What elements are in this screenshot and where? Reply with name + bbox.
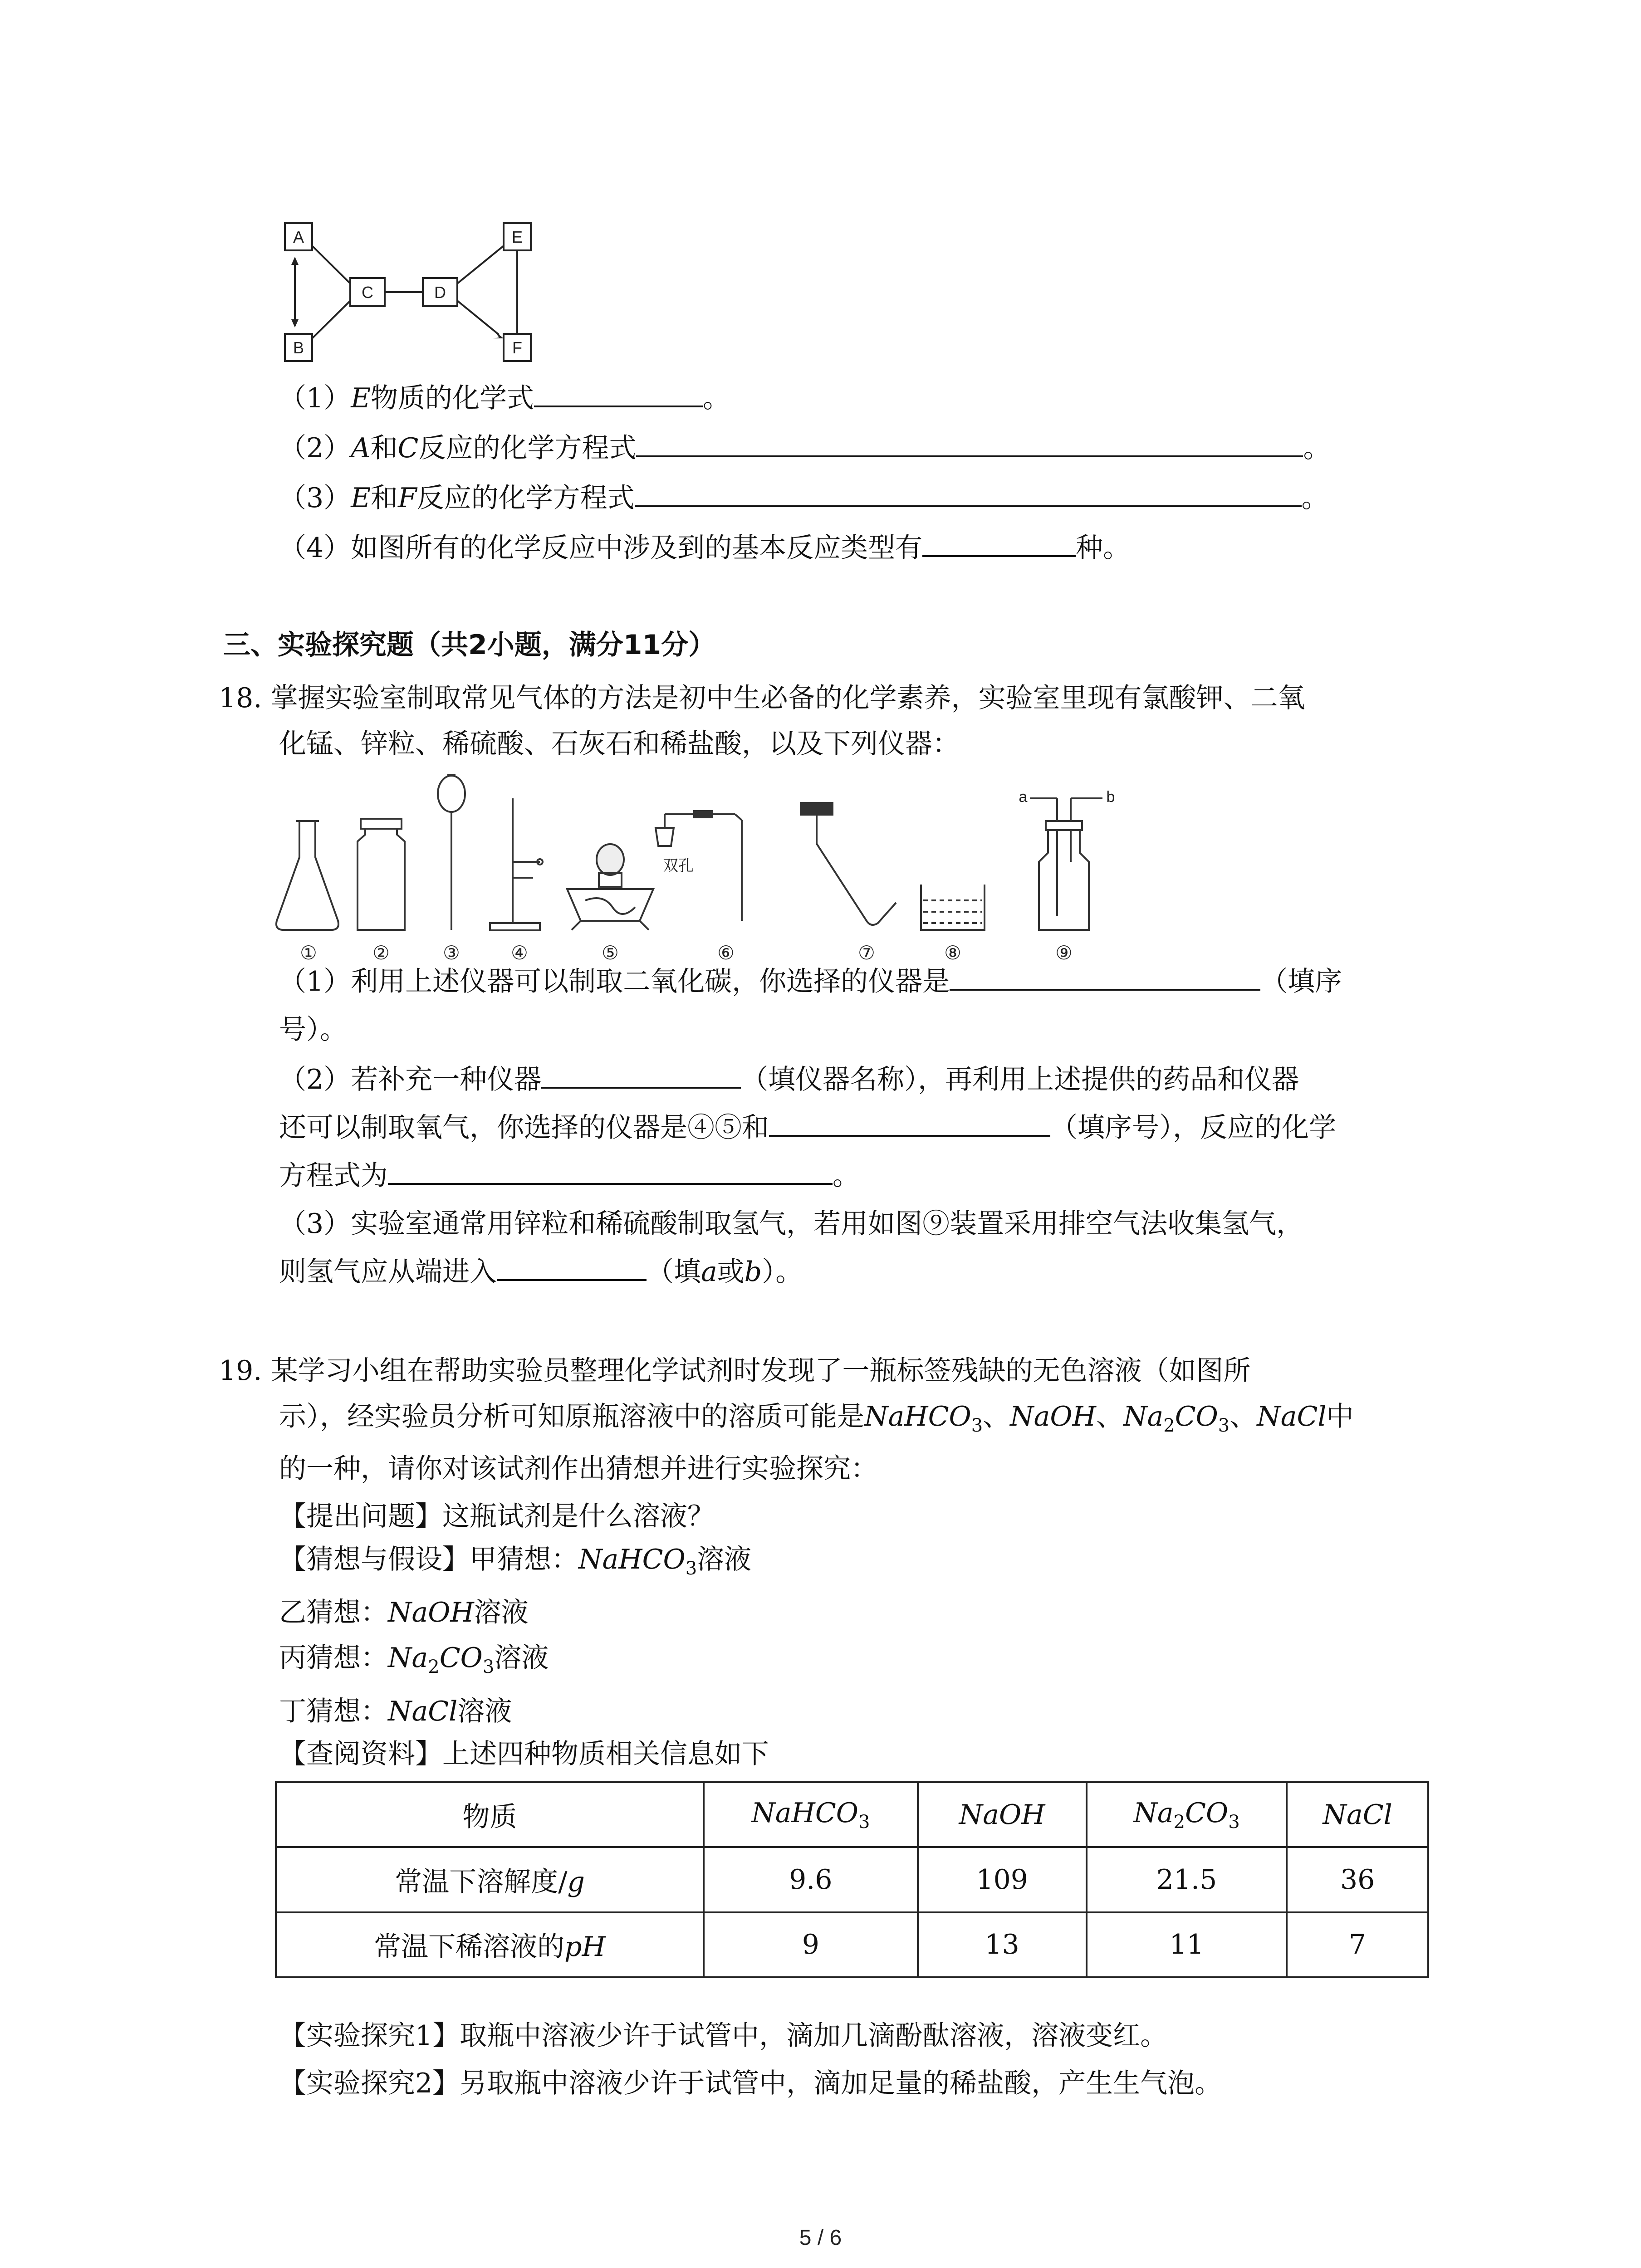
question-number: 18.	[219, 682, 262, 714]
question-text: （填序号），反应的化学	[1050, 1112, 1336, 1144]
q18-apparatus-figure	[268, 771, 1175, 971]
part-number: （4）	[279, 532, 351, 564]
punctuation: 。	[703, 382, 730, 414]
q18-part-1-line-2: 号）。	[279, 1014, 347, 1046]
q17-relation-diagram	[272, 218, 554, 372]
page-number: 5 / 6	[799, 2226, 842, 2250]
punctuation: 。	[1301, 482, 1329, 514]
table-header-cell: NaCl	[1287, 1782, 1428, 1847]
variable-a: A	[351, 432, 371, 464]
question-text: 溶液	[697, 1544, 752, 1575]
question-text: （2）若补充一种仪器	[279, 1064, 542, 1095]
q19-guess-bing	[279, 1640, 549, 1685]
q19-reference-heading: 【查阅资料】上述四种物质相关信息如下	[279, 1738, 769, 1770]
subscript: 2	[1163, 1415, 1175, 1436]
answer-blank[interactable]	[635, 480, 1302, 507]
part-number: （2）	[279, 432, 351, 464]
q18-part-2-line-1	[279, 1061, 1299, 1098]
q19-stem-line-3: 的一种，请你对该试剂作出猜想并进行实验探究：	[279, 1453, 878, 1485]
table-row-label: 常温下溶解度/g	[276, 1847, 704, 1912]
punctuation: 种。	[1076, 532, 1131, 564]
formula-na2co3: CO	[1175, 1401, 1218, 1432]
apparatus-label-8: ⑧	[944, 942, 961, 964]
node-label-c: C	[362, 283, 373, 302]
formula-nahco3: NaHCO	[578, 1544, 686, 1575]
formula-na2co3: Na	[388, 1642, 428, 1674]
table-header-row	[276, 1782, 1428, 1847]
node-label-f: F	[512, 338, 522, 357]
question-text: 反应的化学方程式	[416, 482, 635, 514]
table-cell: 21.5	[1087, 1847, 1287, 1912]
q19-problem: 【提出问题】这瓶试剂是什么溶液？	[279, 1501, 715, 1532]
question-text: 某学习小组在帮助实验员整理化学试剂时发现了一瓶标签残缺的无色溶液（如图所	[270, 1355, 1251, 1387]
separator: 、	[983, 1401, 1010, 1432]
question-text: （填仪器名称），再利用上述提供的药品和仪器	[741, 1064, 1299, 1095]
shuangkong-label: 双孔	[663, 857, 694, 875]
table-cell: 7	[1287, 1912, 1428, 1977]
question-text: 则氢气应从端进入	[279, 1256, 497, 1288]
answer-blank[interactable]	[922, 530, 1076, 557]
q18-part-2-line-2	[279, 1110, 1336, 1146]
variable-f: F	[398, 482, 417, 514]
apparatus-label-5: ⑤	[602, 942, 619, 964]
question-text: （填序	[1260, 966, 1342, 997]
q19-guess-yi	[279, 1594, 529, 1631]
apparatus-label-7: ⑦	[858, 942, 875, 964]
subscript: 3	[971, 1415, 983, 1436]
variable-c: C	[397, 432, 419, 464]
formula-nahco3: NaHCO	[864, 1401, 971, 1432]
q17-part-3	[279, 480, 1329, 516]
q19-stem-line-2	[279, 1398, 1354, 1444]
q18-part-3-line-2	[279, 1254, 803, 1290]
question-text: 掌握实验室制取常见气体的方法是初中生必备的化学素养，实验室里现有氯酸钾、二氧	[270, 682, 1305, 714]
question-text: 溶液	[474, 1597, 529, 1628]
q19-stem-line-1	[219, 1353, 1251, 1389]
punctuation: ）。	[762, 1256, 803, 1288]
q18-part-1-line-1	[279, 963, 1342, 1000]
q17-part-2	[279, 430, 1330, 466]
part-number: （3）	[279, 482, 351, 514]
question-text: 溶液	[494, 1642, 549, 1674]
part-number: （1）	[279, 382, 351, 414]
table-cell: 9.6	[704, 1847, 918, 1912]
apparatus-label-1: ①	[300, 942, 317, 964]
question-text: 溶液	[457, 1696, 512, 1727]
apparatus-label-9: ⑨	[1055, 942, 1073, 964]
conjunction: 和	[370, 432, 398, 464]
subscript: 2	[428, 1657, 440, 1677]
formula-naoh: NaOH	[1010, 1401, 1096, 1432]
answer-blank[interactable]	[769, 1110, 1050, 1137]
apparatus-label-3: ③	[443, 942, 460, 964]
formula-nacl: NaCl	[388, 1696, 458, 1727]
node-label-d: D	[434, 283, 446, 302]
answer-blank[interactable]	[541, 1061, 741, 1089]
table-cell: 13	[918, 1912, 1087, 1977]
node-label-a: A	[293, 228, 304, 246]
q19-guess-jia	[279, 1541, 751, 1587]
port-b-label: b	[1106, 788, 1115, 806]
table-row-label: 常温下稀溶液的pH	[276, 1912, 704, 1977]
q19-experiment-2: 【实验探究2】另取瓶中溶液少许于试管中，滴加足量的稀盐酸，产生生气泡。	[279, 2068, 1222, 2099]
question-text: （1）利用上述仪器可以制取二氧化碳，你选择的仪器是	[279, 966, 950, 997]
option-a: a	[701, 1256, 717, 1288]
table-header-cell: 物质	[276, 1782, 704, 1847]
separator: 、	[1096, 1401, 1123, 1432]
variable-e: E	[351, 382, 371, 414]
answer-blank[interactable]	[497, 1254, 647, 1281]
question-text: 示），经实验员分析可知原瓶溶液中的溶质可能是	[279, 1401, 864, 1432]
punctuation: 。	[1303, 432, 1331, 464]
table-row	[276, 1912, 1428, 1977]
answer-blank[interactable]	[950, 963, 1260, 991]
question-text: 丁猜想：	[279, 1696, 388, 1727]
question-text: 丙猜想：	[279, 1642, 388, 1674]
question-text: （填	[647, 1256, 701, 1288]
q19-experiment-1: 【实验探究1】取瓶中溶液少许于试管中，滴加几滴酚酞溶液，溶液变红。	[279, 2020, 1168, 2052]
formula-na2co3: Na	[1123, 1401, 1164, 1432]
formula-naoh: NaOH	[388, 1597, 474, 1628]
question-text: 或	[717, 1256, 745, 1288]
subscript: 3	[482, 1657, 495, 1677]
question-text: 反应的化学方程式	[418, 432, 637, 464]
table-header-cell: NaOH	[918, 1782, 1087, 1847]
node-label-e: E	[511, 228, 523, 246]
apparatus-label-4: ④	[511, 942, 528, 964]
answer-blank[interactable]	[534, 380, 703, 407]
apparatus-label-2: ②	[372, 942, 390, 964]
answer-blank[interactable]	[636, 430, 1303, 457]
node-label-b: B	[293, 338, 304, 357]
q17-part-1	[279, 380, 730, 416]
separator: 、	[1230, 1401, 1257, 1432]
question-text: 如图所有的化学反应中涉及到的基本反应类型有	[351, 532, 923, 564]
table-cell: 11	[1087, 1912, 1287, 1977]
table-header-cell: NaHCO$_3$	[704, 1782, 918, 1847]
table-cell: 109	[918, 1847, 1087, 1912]
q17-part-4	[279, 530, 1130, 566]
section-title: 三、实验探究题（共2小题，满分11分）	[223, 629, 716, 661]
formula-nacl: NaCl	[1257, 1401, 1327, 1432]
question-text: 物质的化学式	[371, 382, 534, 414]
punctuation: 。	[833, 1160, 860, 1192]
table-header-cell: $Na_2CO_3$	[1087, 1782, 1287, 1847]
answer-blank[interactable]	[388, 1158, 833, 1185]
subscript: 3	[1218, 1415, 1230, 1436]
apparatus-label-6: ⑥	[717, 942, 735, 964]
formula-na2co3: CO	[439, 1642, 483, 1674]
question-text: 乙猜想：	[279, 1597, 388, 1628]
substance-info-table	[275, 1781, 1429, 1978]
question-text: 中	[1326, 1401, 1354, 1432]
q18-part-3-line-1: （3）实验室通常用锌粒和稀硫酸制取氢气，若用如图⑨装置采用排空气法收集氢气，	[279, 1208, 1304, 1240]
subscript: 3	[685, 1558, 697, 1579]
q18-stem-line-1	[219, 680, 1305, 716]
q18-stem-line-2: 化锰、锌粒、稀硫酸、石灰石和稀盐酸，以及下列仪器：	[279, 728, 960, 760]
conjunction: 和	[371, 482, 398, 514]
question-text: 【猜想与假设】甲猜想：	[279, 1544, 578, 1575]
table-row	[276, 1847, 1428, 1912]
question-text: 方程式为	[279, 1160, 388, 1192]
variable-e: E	[351, 482, 371, 514]
q19-guess-ding	[279, 1693, 512, 1730]
question-number: 19.	[219, 1355, 262, 1387]
question-text: 还可以制取氧气，你选择的仪器是④⑤和	[279, 1112, 769, 1144]
table-cell: 36	[1287, 1847, 1428, 1912]
port-a-label: a	[1019, 788, 1028, 806]
table-cell: 9	[704, 1912, 918, 1977]
option-b: b	[744, 1256, 762, 1288]
q18-part-2-line-3	[279, 1158, 860, 1194]
